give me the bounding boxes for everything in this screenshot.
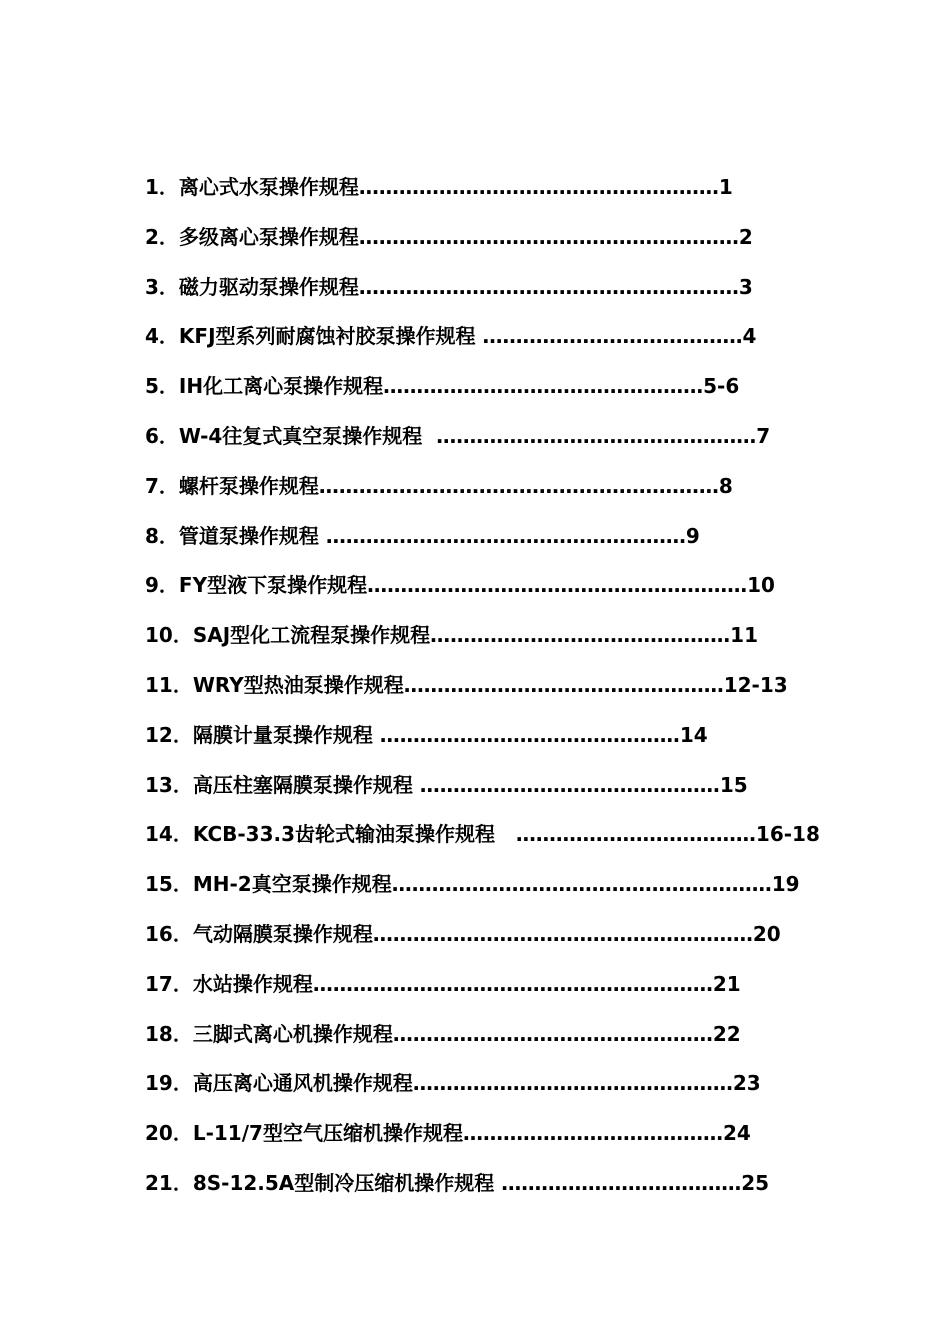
toc-entry-leader: …………………………………………………: [391, 872, 772, 897]
toc-entry: [145, 172, 865, 222]
toc-entry-page: 21: [712, 971, 741, 996]
toc-entry-number: 12．: [145, 722, 193, 747]
toc-entry-leader: ……………………………………………………: [318, 473, 719, 498]
toc-entry-title: W-4往复式真空泵操作规程: [178, 423, 423, 448]
toc-entry-number: 13．: [145, 772, 193, 797]
toc-entry-page: 15: [719, 772, 748, 797]
toc-entry-number: 9．: [145, 573, 179, 598]
toc-entry-title: IH化工离心泵操作规程: [178, 374, 384, 399]
toc-entry: [145, 222, 865, 272]
toc-entry-page: 3: [738, 274, 753, 299]
toc-entry-title: WRY型热油泵操作规程: [192, 672, 404, 697]
toc-entry-number: 15．: [145, 872, 193, 897]
toc-entry-leader: …………………………………………………: [358, 274, 739, 299]
toc-entry-page: 24: [722, 1121, 751, 1146]
toc-entry-page: 16-18: [755, 822, 820, 847]
toc-entry: [145, 421, 865, 471]
toc-entry-number: 4．: [145, 324, 179, 349]
toc-entry-number: 7．: [145, 473, 179, 498]
toc-entry-page: 12-13: [723, 672, 788, 697]
toc-entry-number: 1．: [145, 175, 179, 199]
toc-entry-page: 8: [718, 473, 733, 498]
toc-entry-title: 螺杆泵操作规程: [178, 473, 319, 498]
toc-entry: [145, 969, 865, 1019]
toc-entry-page: 25: [741, 1170, 770, 1195]
toc-entry-leader: …………………………………: [475, 324, 743, 349]
toc-entry: [145, 371, 865, 421]
toc-entry-page: 2: [738, 224, 753, 249]
toc-entry-title: 高压柱塞隔膜泵操作规程: [192, 772, 413, 797]
toc-entry-leader: …………………………………………: [383, 374, 704, 399]
toc-entry-title: 8S-12.5A型制冷压缩机操作规程: [192, 1170, 495, 1195]
toc-entry-title: SAJ型化工流程泵操作规程: [192, 623, 431, 648]
toc-entry-leader: …………………………………………: [422, 423, 757, 448]
toc-entry: [145, 770, 865, 820]
toc-entry-number: 10．: [145, 623, 193, 648]
toc-entry-title: 磁力驱动泵操作规程: [178, 274, 359, 299]
toc-entry-title: 水站操作规程: [192, 971, 313, 996]
table-of-contents: [145, 172, 865, 1218]
toc-entry-page: 9: [685, 523, 700, 548]
toc-entry-leader: …………………………………………………: [358, 224, 739, 249]
toc-entry-title: 三脚式离心机操作规程: [192, 1021, 393, 1046]
toc-entry: [145, 819, 865, 869]
toc-entry-leader: ………………………………………: [412, 772, 720, 797]
toc-entry-number: 17．: [145, 971, 193, 996]
toc-entry-title: KCB-33.3齿轮式输油泵操作规程: [192, 822, 496, 847]
toc-entry-leader: ……………………………………………………: [312, 971, 713, 996]
toc-entry-page: 11: [730, 623, 759, 648]
toc-entry: [145, 919, 865, 969]
toc-entry: [145, 471, 865, 521]
toc-entry-page: 22: [712, 1021, 741, 1046]
toc-entry-number: 21．: [145, 1170, 193, 1195]
toc-entry: [145, 1168, 865, 1218]
toc-entry-page: 19: [771, 872, 800, 897]
toc-entry-leader: …………………………………………………: [372, 921, 753, 946]
toc-entry-leader: ………………………………: [494, 1170, 742, 1195]
toc-entry: [145, 670, 865, 720]
toc-entry-title: 隔膜计量泵操作规程: [192, 722, 373, 747]
toc-entry-leader: …………………………………………………: [367, 573, 748, 598]
toc-entry-page: 1: [718, 175, 733, 199]
toc-entry-number: 20．: [145, 1121, 193, 1146]
toc-entry-number: 16．: [145, 921, 193, 946]
toc-entry-title: 管道泵操作规程: [178, 523, 319, 548]
toc-entry-number: 2．: [145, 224, 179, 249]
toc-entry-page: 14: [679, 722, 708, 747]
toc-entry-page: 20: [752, 921, 781, 946]
toc-entry-leader: ………………………………………: [372, 722, 680, 747]
toc-entry-page: 23: [732, 1071, 761, 1096]
toc-entry: [145, 720, 865, 770]
toc-entry-leader: ………………………………………: [430, 623, 731, 648]
toc-entry: [145, 1118, 865, 1168]
toc-entry-title: MH-2真空泵操作规程: [192, 872, 392, 897]
toc-entry: [145, 272, 865, 322]
toc-entry-title: L-11/7型空气压缩机操作规程: [192, 1121, 463, 1146]
toc-entry-leader: …………………………………………: [392, 1021, 713, 1046]
toc-entry: [145, 321, 865, 371]
toc-entry-page: 10: [747, 573, 775, 598]
toc-entry-title: 气动隔膜泵操作规程: [192, 921, 373, 946]
toc-entry-title: 离心式水泵操作规程: [178, 175, 359, 199]
toc-entry-title: 多级离心泵操作规程: [178, 224, 359, 249]
toc-entry-number: 19．: [145, 1071, 193, 1096]
toc-entry: [145, 869, 865, 919]
toc-entry-number: 14．: [145, 822, 193, 847]
toc-entry: [145, 1068, 865, 1118]
toc-entry-page: 4: [742, 324, 757, 349]
toc-entry-page: 5-6: [703, 374, 740, 399]
toc-entry-title: FY型液下泵操作规程: [178, 573, 368, 598]
toc-entry-number: 18．: [145, 1021, 193, 1046]
toc-entry-leader: ………………………………………………: [318, 523, 686, 548]
toc-entry-number: 3．: [145, 274, 179, 299]
toc-entry-leader: …………………………………………: [403, 672, 724, 697]
toc-entry-leader: ………………………………: [495, 822, 756, 847]
toc-entry: [145, 620, 865, 670]
toc-entry: [145, 570, 865, 620]
toc-entry-number: 6．: [145, 423, 179, 448]
toc-entry-leader: ………………………………………………: [358, 175, 719, 199]
toc-entry-title: 高压离心通风机操作规程: [192, 1071, 413, 1096]
toc-entry-leader: …………………………………………: [412, 1071, 733, 1096]
toc-entry-number: 5．: [145, 374, 179, 399]
toc-entry-title: KFJ型系列耐腐蚀衬胶泵操作规程: [178, 324, 476, 349]
toc-entry-page: 7: [756, 423, 771, 448]
toc-entry: [145, 521, 865, 571]
toc-entry-leader: …………………………………: [462, 1121, 723, 1146]
toc-entry-number: 8．: [145, 523, 179, 548]
toc-entry-number: 11．: [145, 672, 193, 697]
toc-entry: [145, 1019, 865, 1069]
